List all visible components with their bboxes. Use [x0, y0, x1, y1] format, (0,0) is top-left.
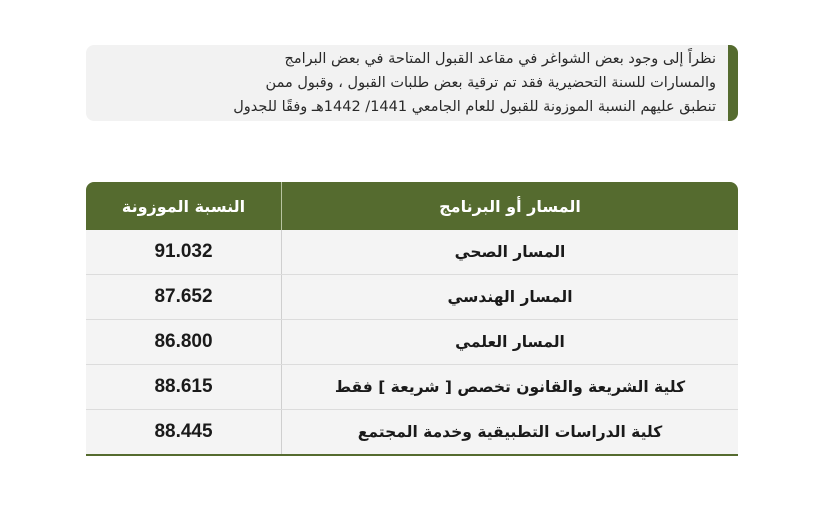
- intro-line-2: والمسارات للسنة التحضيرية فقد تم ترقية بعض طلبات القبول ، وقبول ممن: [265, 75, 716, 91]
- intro-box: [86, 45, 738, 121]
- program-cell: المسار العلمي: [281, 320, 738, 364]
- program-cell: المسار الهندسي: [281, 275, 738, 319]
- table-row: [86, 410, 738, 456]
- table-row: [86, 275, 738, 320]
- program-cell: كلية الدراسات التطبيقية وخدمة المجتمع: [281, 410, 738, 454]
- intro-accent-bar: [728, 45, 738, 121]
- intro-paragraph: [96, 47, 716, 119]
- intro-line-3: تنطبق عليهم النسبة الموزونة للقبول للعام الجامعي 1441/ 1442هـ وفقًا للجدول: [233, 99, 716, 115]
- ratio-cell: 88.445: [154, 421, 213, 442]
- table-row: [86, 230, 738, 275]
- program-cell: المسار الصحي: [281, 230, 738, 274]
- table-row: [86, 320, 738, 365]
- table-body: [86, 230, 738, 456]
- admission-ratio-table: [86, 182, 738, 456]
- table-header: [86, 182, 738, 230]
- intro-line-1: نظراً إلى وجود بعض الشواغر في مقاعد القبول المتاحة في بعض البرامج: [284, 51, 716, 67]
- ratio-cell: 91.032: [154, 241, 213, 262]
- header-program: المسار أو البرنامج: [281, 182, 738, 230]
- ratio-cell: 86.800: [154, 331, 213, 352]
- header-ratio: النسبة الموزونة: [121, 196, 246, 216]
- ratio-cell: 88.615: [154, 376, 213, 397]
- table-row: [86, 365, 738, 410]
- program-cell: كلية الشريعة والقانون تخصص [ شريعة ] فقط: [281, 365, 738, 409]
- ratio-cell: 87.652: [154, 286, 213, 307]
